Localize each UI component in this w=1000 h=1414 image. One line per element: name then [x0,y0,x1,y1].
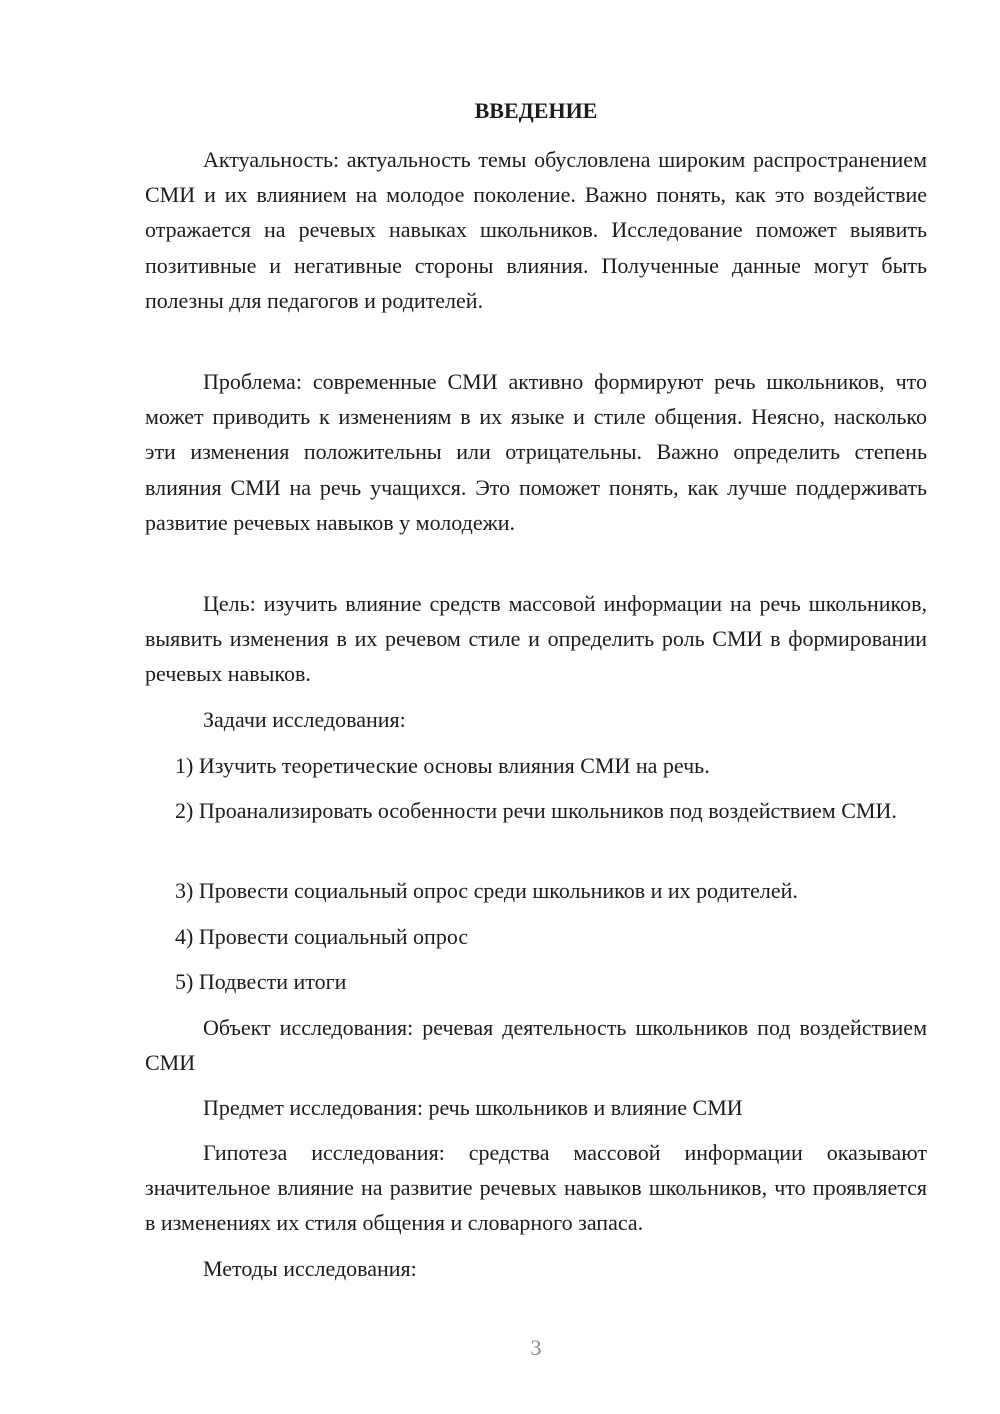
subject-paragraph: Предмет исследования: речь школьников и влияние СМИ [203,1095,743,1120]
goal-paragraph: Цель: изучить влияние средств массовой информации на речь школьников, выявить изменения в их речевом стиле и определить роль СМИ в формировании речевых навыков. [145,591,927,687]
object-paragraph: Объект исследования: речевая деятельность школьников под воздействием СМИ [145,1015,927,1076]
relevance-paragraph: Актуальность: актуальность темы обусловлена широким распространением СМИ и их влиянием на молодое поколение. Важно понять, как это воздействие отражается на речевых навыках школьников. Исследование поможет выявить позитивные и негативные стороны влияния. Полученные данные могут быть полезны для педагогов и родителей. [145,147,927,313]
task-item: 5) Подвести итоги [175,969,347,994]
task-item: 3) Провести социальный опрос среди школьников и их родителей. [175,878,798,903]
section-title: ВВЕДЕНИЕ [474,98,598,123]
problem-paragraph: Проблема: современные СМИ активно формируют речь школьников, что может приводить к изменениям в их языке и стиле общения. Неясно, насколько эти изменения положительны или отрицательны. Важно определить степень влияния СМИ на речь учащихся. Это поможет понять, как лучше поддерживать развитие речевых навыков у молодежи. [145,369,927,535]
task-item: 1) Изучить теоретические основы влияния СМИ на речь. [175,753,710,778]
methods-heading: Методы исследования: [203,1256,417,1281]
task-item: 2) Проанализировать особенности речи школьников под воздействием СМИ. [175,798,897,823]
page-number: 3 [530,1335,542,1360]
task-item: 4) Провести социальный опрос [175,924,469,949]
tasks-heading: Задачи исследования: [203,707,406,732]
hypothesis-paragraph: Гипотеза исследования: средства массовой информации оказывают значительное влияние на развитие речевых навыков школьников, что проявляется в изменениях их стиля общения и словарного запаса. [145,1140,927,1236]
